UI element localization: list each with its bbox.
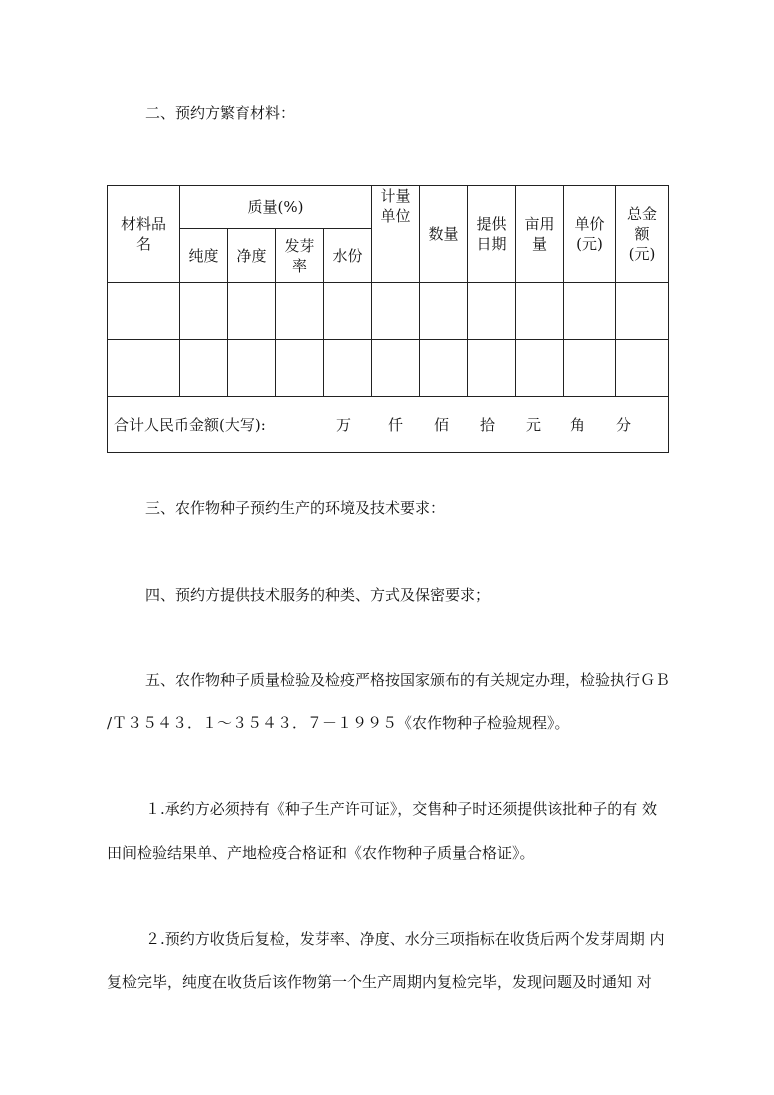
section-5-line-2: /Ｔ３５４３．１～３５４３．７－１９９５《农作物种子检验规程》。 [107, 714, 570, 732]
header-per-mu-usage: 亩用 量 [516, 186, 564, 283]
unit-wan: 万 [336, 416, 352, 434]
header-germination-rate: 发芽 率 [276, 229, 324, 283]
table-row [108, 283, 669, 340]
header-quality: 质量(%) [180, 186, 372, 229]
total-amount-label: 合计人民币金额(大写): [114, 416, 266, 434]
section-3-heading: 三、农作物种子预约生产的环境及技术要求： [145, 499, 446, 517]
section-4-heading: 四、预约方提供技术服务的种类、方式及保密要求； [145, 586, 491, 604]
header-material-name: 材料品 名 [108, 186, 180, 283]
header-moisture: 水份 [324, 229, 372, 283]
header-cleanliness: 净度 [228, 229, 276, 283]
unit-fen: 分 [616, 416, 632, 434]
header-quantity: 数量 [420, 186, 468, 283]
header-unit-price: 单价 (元) [564, 186, 616, 283]
item-2-line-1: ２.预约方收货后复检，发芽率、净度、水分三项指标在收货后两个发芽周期 内 [145, 930, 665, 948]
item-2-line-2: 复检完毕，纯度在收货后该作物第一个生产周期内复检完毕，发现问题及时通知 对 [107, 973, 652, 991]
section-2-heading: 二、预约方繁育材料： [145, 104, 296, 122]
header-unit: 计量 单位 [372, 186, 420, 229]
materials-table [107, 185, 669, 453]
header-total-amount: 总金 额 (元) [616, 186, 669, 283]
unit-shi: 拾 [480, 416, 496, 434]
header-supply-date: 提供 日期 [468, 186, 516, 283]
unit-bai: 佰 [434, 416, 450, 434]
unit-yuan: 元 [526, 416, 542, 434]
header-unit-blank [372, 229, 420, 283]
section-5-line-1: 五、农作物种子质量检验及检疫严格按国家颁布的有关规定办理，检验执行ＧＢ [145, 671, 671, 689]
header-purity: 纯度 [180, 229, 228, 283]
table-row [108, 340, 669, 397]
total-amount-row [108, 397, 669, 453]
unit-jiao: 角 [570, 416, 586, 434]
item-1-line-2: 田间检验结果单、产地检疫合格证和《农作物种子质量合格证》。 [107, 844, 535, 862]
item-1-line-1: １.承约方必须持有《种子生产许可证》，交售种子时还须提供该批种子的有 效 [145, 800, 658, 818]
unit-qian: 仟 [388, 416, 404, 434]
